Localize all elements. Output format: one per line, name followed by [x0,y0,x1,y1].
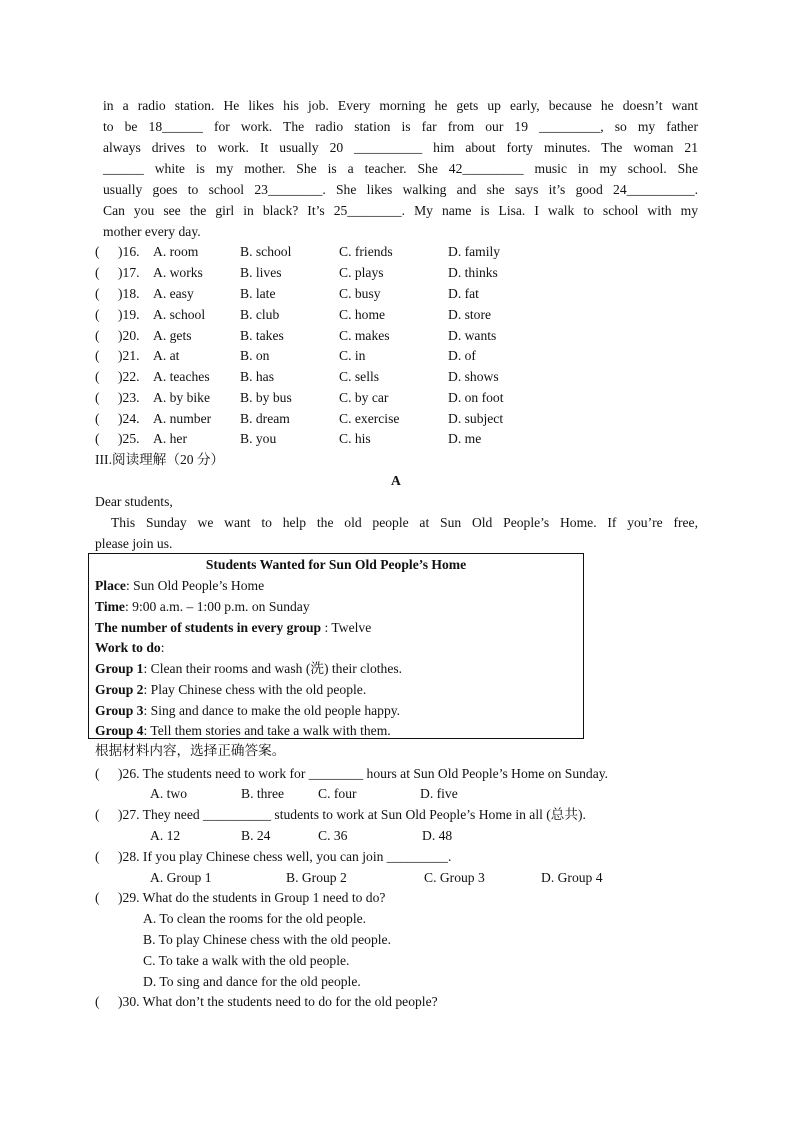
option-b: B. 24 [241,828,271,843]
notice-time [95,597,310,617]
option-b: B. lives [240,265,282,280]
option-d: D. To sing and dance for the old people. [143,974,361,989]
letter-greeting: Dear students, [95,494,173,509]
question-number: )19. [118,307,140,322]
notice-title: Students Wanted for Sun Old People’s Home [205,557,467,572]
option-c: C. in [339,348,366,363]
letter-intro-line-2: please join us. [95,536,173,551]
option-d: D. fat [448,286,479,301]
question-number: )24. [118,411,140,426]
notice-group-4 [95,721,391,741]
notice-group-3 [95,701,400,721]
option-a: A. room [153,244,199,259]
group-task: : Tell them stories and take a walk with them. [143,723,391,738]
option-a: A. number [153,411,212,426]
instruction: 根据材料内容，选择正确答案。 [95,743,286,758]
notice-place [95,576,264,596]
time-value: : 9:00 a.m. – 1:00 p.m. on Sunday [124,599,310,614]
passage-label: A [391,473,401,488]
notice-box [88,553,584,739]
question-number: )16. [118,244,140,259]
group-label: Group 2 [95,682,144,697]
option-b: B. by bus [240,390,292,405]
work-label: Work to do [95,640,161,655]
work-colon: : [160,640,165,655]
option-b: B. school [240,244,292,259]
option-a: A. teaches [153,369,210,384]
question-stem: )27. They need __________ students to work at Sun Old People’s Home in all (总共). [118,807,586,822]
option-b: B. takes [240,328,284,343]
answer-paren[interactable]: ( [95,307,100,322]
question-stem: )28. If you play Chinese chess well, you can join _________. [118,849,452,864]
cloze-passage-line-4: ______ white is my mother. She is a teacher. She 42_________ music in my school. She [103,161,698,176]
time-label: Time [95,599,125,614]
option-d: D. subject [448,411,504,426]
option-c: C. Group 3 [424,870,485,885]
option-c: C. To take a walk with the old people. [143,953,350,968]
answer-paren[interactable]: ( [95,766,100,781]
answer-paren[interactable]: ( [95,890,100,905]
option-c: C. busy [339,286,381,301]
option-a: A. easy [153,286,194,301]
option-c: C. exercise [339,411,400,426]
option-a: A. school [153,307,206,322]
cloze-passage-line-1: in a radio station. He likes his job. Every morning he gets up early, because he doesn’t want [103,98,698,113]
option-a: A. by bike [153,390,211,405]
option-d: D. store [448,307,492,322]
option-d: D. of [448,348,476,363]
option-b: B. club [240,307,280,322]
cloze-passage-line-6: Can you see the girl in black? It’s 25________. My name is Lisa. I walk to school with my [103,203,698,218]
notice-group-2 [95,680,366,700]
cloze-passage-line-5: usually goes to school 23________. She likes walking and she says it’s good 24__________. [103,182,698,197]
section-heading: III.阅读理解（20 分） [95,452,225,467]
option-c: C. sells [339,369,380,384]
option-c: C. makes [339,328,390,343]
cloze-passage-line-2: to be 18______ for work. The radio station is far from our 19 _________, so my father [103,119,698,134]
option-c: C. friends [339,244,393,259]
question-number: )25. [118,431,140,446]
cloze-passage-line-7: mother every day. [103,224,201,239]
answer-paren[interactable]: ( [95,849,100,864]
question-number: )22. [118,369,140,384]
answer-paren[interactable]: ( [95,369,100,384]
answer-paren[interactable]: ( [95,390,100,405]
question-stem: )30. What don’t the students need to do for the old people? [118,994,438,1009]
group-task: : Sing and dance to make the old people happy. [143,703,401,718]
place-value: : Sun Old People’s Home [125,578,265,593]
group-label: Group 1 [95,661,144,676]
option-d: D. on foot [448,390,504,405]
answer-paren[interactable]: ( [95,431,100,446]
option-c: C. home [339,307,386,322]
question-number: )20. [118,328,140,343]
option-d: D. 48 [422,828,453,843]
answer-paren[interactable]: ( [95,328,100,343]
option-b: B. To play Chinese chess with the old people. [143,932,391,947]
answer-paren[interactable]: ( [95,994,100,1009]
option-b: B. on [240,348,270,363]
question-stem: )26. The students need to work for ________ hours at Sun Old People’s Home on Sunday. [118,766,609,781]
option-b: B. three [241,786,285,801]
question-number: )18. [118,286,140,301]
option-d: D. thinks [448,265,498,280]
answer-paren[interactable]: ( [95,807,100,822]
option-d: D. five [420,786,458,801]
option-a: A. works [153,265,203,280]
option-c: C. by car [339,390,389,405]
answer-paren[interactable]: ( [95,286,100,301]
option-d: D. Group 4 [541,870,603,885]
option-c: C. four [318,786,357,801]
option-b: B. late [240,286,276,301]
option-a: A. To clean the rooms for the old people. [143,911,367,926]
notice-group-1 [95,659,402,679]
question-number: )17. [118,265,140,280]
option-a: A. 12 [150,828,181,843]
option-a: A. at [153,348,180,363]
group-label: Group 3 [95,703,144,718]
place-label: Place [95,578,126,593]
notice-work [95,638,165,658]
option-b: B. Group 2 [286,870,347,885]
option-d: D. shows [448,369,499,384]
option-c: C. 36 [318,828,348,843]
option-a: A. her [153,431,187,446]
option-d: D. family [448,244,501,259]
option-a: A. Group 1 [150,870,212,885]
option-a: A. gets [153,328,192,343]
question-number: )23. [118,390,140,405]
option-c: C. his [339,431,371,446]
option-c: C. plays [339,265,384,280]
group-size-value: : Twelve [321,620,372,635]
option-a: A. two [150,786,188,801]
cloze-passage-line-3: always drives to work. It usually 20 __________ him about forty minutes. The woman 21 [103,140,698,155]
notice-group-size [95,618,371,638]
group-size-label: The number of students in every group [95,620,322,635]
group-label: Group 4 [95,723,144,738]
option-b: B. has [240,369,274,384]
question-stem: )29. What do the students in Group 1 need to do? [118,890,386,905]
option-d: D. wants [448,328,497,343]
question-number: )21. [118,348,140,363]
group-task: : Clean their rooms and wash (洗) their clothes. [143,661,403,676]
option-d: D. me [448,431,482,446]
group-task: : Play Chinese chess with the old people. [143,682,367,697]
answer-paren[interactable]: ( [95,411,100,426]
option-b: B. you [240,431,277,446]
option-b: B. dream [240,411,290,426]
answer-paren[interactable]: ( [95,348,100,363]
answer-paren[interactable]: ( [95,244,100,259]
letter-intro-line-1: This Sunday we want to help the old people at Sun Old People’s Home. If you’re free, [111,515,698,530]
answer-paren[interactable]: ( [95,265,100,280]
